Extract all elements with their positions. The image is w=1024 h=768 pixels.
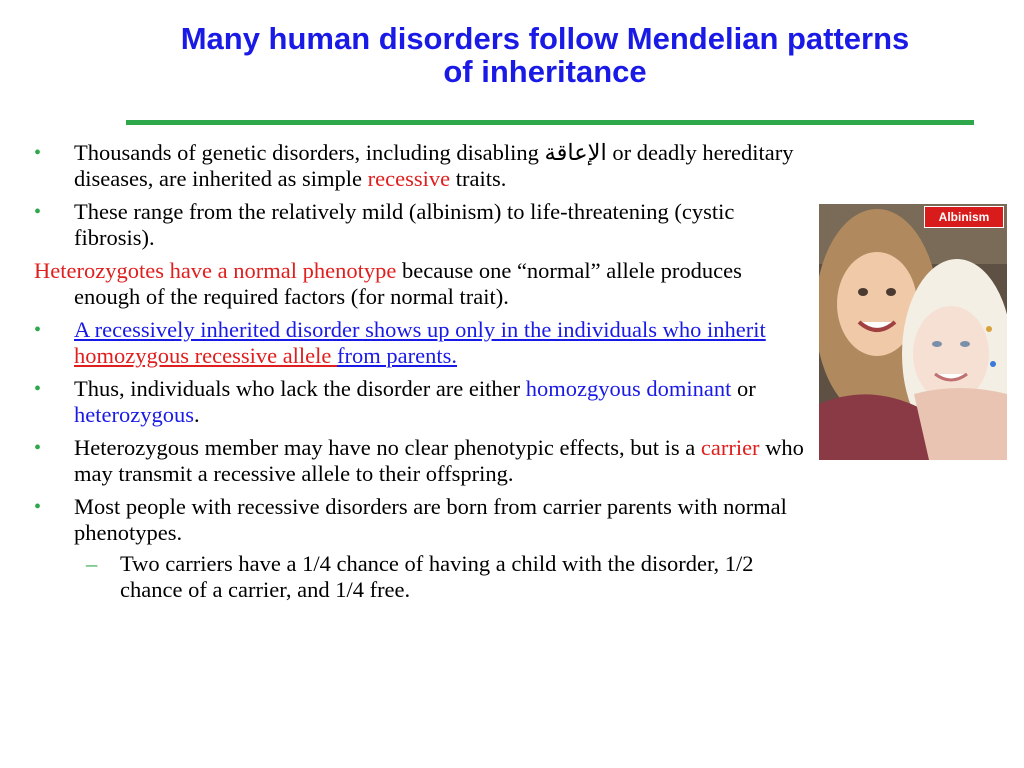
albinism-photo (819, 204, 1007, 460)
bullet-genetic-disorders (34, 140, 806, 192)
bullet-marker: • (34, 378, 42, 400)
bullet-text: Thousands of genetic disorders, including disabling (74, 140, 545, 165)
bullet-carrier (34, 435, 806, 487)
sub-bullet-marker: – (86, 551, 98, 576)
bullet-range-of-disorders (34, 199, 806, 251)
homozygous-dominant-highlight: homozgyous dominant (525, 376, 732, 401)
bullet-lack-disorder (34, 376, 806, 428)
recessive-disorder-link[interactable] (74, 317, 766, 368)
slide-title-line-1: Many human disorders follow Mendelian patterns (180, 21, 910, 56)
bullet-text: traits. (450, 166, 507, 191)
arabic-term: الإعاقة (544, 140, 607, 165)
bullet-marker: • (34, 142, 42, 164)
slide-body (34, 140, 806, 610)
bullet-carrier-parents (34, 494, 806, 546)
sub-bullet-probabilities (34, 551, 806, 603)
bullet-marker: • (34, 201, 42, 223)
bullet-text: Heterozygous member may have no clear phenotypic effects, but is a (74, 435, 701, 460)
bullet-marker: • (34, 319, 42, 341)
title-divider (126, 120, 974, 125)
heterozygotes-highlight: Heterozygotes have a normal phenotype (34, 258, 397, 283)
recessive-highlight: recessive (367, 166, 451, 191)
slide-title-line-2: of inheritance (443, 54, 647, 89)
bullet-text: These range from the relatively mild (albinism) to life-threatening (cystic fibrosis). (74, 199, 735, 250)
bullet-text: who may transmit a recessive allele to their offspring. (74, 435, 804, 486)
sub-bullet-text: Two carriers have a 1/4 chance of having a child with the disorder, 1/2 chance of a carrier, and 1/4 free. (120, 551, 754, 602)
carrier-highlight: carrier (700, 435, 760, 460)
albinism-badge: Albinism (924, 206, 1004, 228)
bullet-marker: • (34, 496, 42, 518)
bullet-text: or deadly hereditary diseases, are inherited as simple (74, 140, 794, 191)
photo-of-two-girls-icon (819, 204, 1007, 460)
bullet-marker: • (34, 437, 42, 459)
bullet-text: Thus, individuals who lack the disorder are either (74, 376, 526, 401)
homozygous-recessive-highlight[interactable]: homozygous recessive allele (74, 343, 338, 368)
paragraph-text: because one “normal” allele produces enough of the required factors (for normal trait). (74, 258, 742, 309)
bullet-text: or (731, 376, 756, 401)
paragraph-heterozygotes (34, 258, 806, 310)
bullet-text: . (193, 402, 200, 427)
heterozygous-highlight: heterozygous (74, 402, 194, 427)
link-text[interactable]: from parents. (337, 343, 458, 368)
bullet-recessive-disorder (34, 317, 806, 369)
slide-title (90, 22, 1000, 88)
bullet-text: Most people with recessive disorders are born from carrier parents with normal phenotypes. (74, 494, 787, 545)
link-text[interactable]: A recessively inherited disorder shows up only in the individuals who inherit (74, 317, 766, 342)
